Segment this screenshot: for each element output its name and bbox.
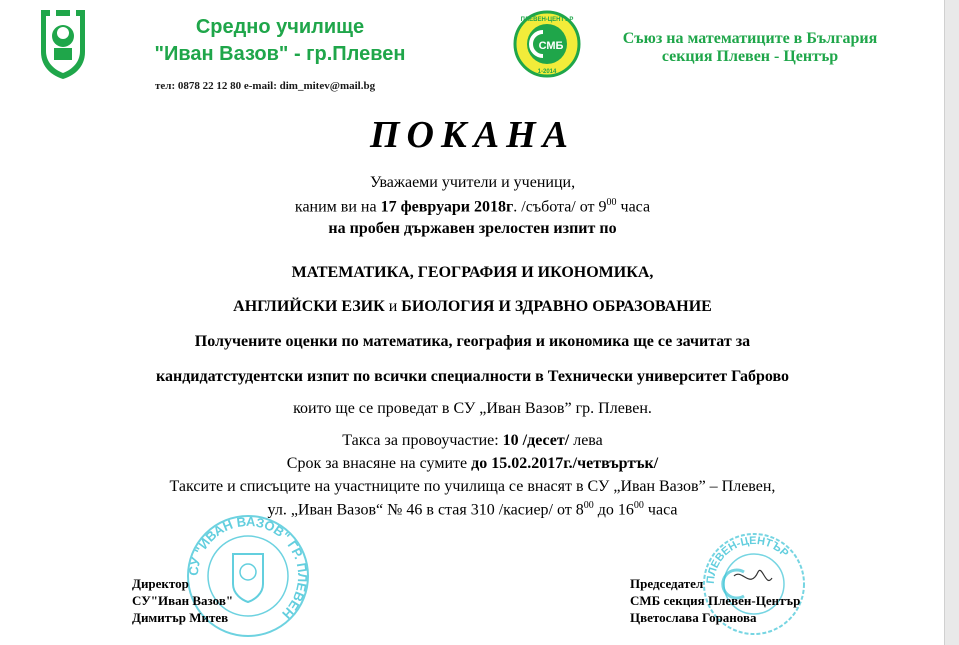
- address-b: до 16: [593, 501, 634, 519]
- fee-line: [0, 432, 945, 450]
- school-name-line1: Средно училище: [195, 16, 365, 38]
- address-a: ул. „Иван Вазов“ № 46 в стая 310 /касиер/ от 8: [267, 501, 584, 519]
- smb-logo-text: СМБ: [538, 40, 564, 52]
- document-title: ПОКАНА: [369, 114, 576, 156]
- address-c: часа: [643, 501, 678, 519]
- signature-left: [132, 575, 233, 626]
- smb-logo-icon: [513, 10, 581, 78]
- union-name-line1: Съюз на математиците в България: [622, 30, 878, 47]
- invite-text-a: каним ви на: [294, 198, 381, 216]
- fee-b: 10 /десет/: [502, 432, 570, 449]
- smb-logo-year: 1-2014: [537, 69, 557, 75]
- school-logo-icon: [38, 8, 88, 80]
- union-name-line2: секция Плевен - Център: [661, 48, 839, 65]
- venue-line: които ще се проведат в СУ „Иван Вазов” гр. Плевен.: [293, 400, 652, 417]
- signature-right-name: Цветослава Горанова: [630, 610, 757, 625]
- address-sup-2: 00: [633, 500, 644, 511]
- signature-left-role: Директор: [132, 576, 189, 591]
- school-stamp-text: СУ "ИВАН ВАЗОВ" ГР. ПЛЕВЕН: [185, 513, 311, 622]
- exam-line: на пробен държавен зрелостен изпит по: [328, 220, 617, 237]
- smb-stamp-text: ПЛЕВЕН-ЦЕНТЪР: [704, 534, 791, 585]
- invite-text-c: часа: [616, 198, 651, 216]
- subjects-line-1: МАТЕМАТИКА, ГЕОГРАФИЯ И ИКОНОМИКА,: [291, 264, 654, 281]
- window-edge: [944, 0, 959, 645]
- signature-right-org: СМБ секция Плевен-Център: [630, 593, 801, 608]
- address-line: [0, 500, 945, 519]
- fee-c: лева: [569, 432, 603, 449]
- grades-line-1: Получените оценки по математика, география и икономика ще се зачитат за: [194, 333, 751, 350]
- subjects-2b: и: [388, 298, 398, 315]
- union-name: [590, 30, 910, 66]
- invite-time-sup: 00: [606, 197, 617, 208]
- invite-text-b: . /събота/ от 9: [513, 198, 607, 216]
- subjects-line-2: [0, 298, 945, 316]
- deadline-line: [0, 455, 945, 473]
- fee-a: Такса за провоучастие:: [342, 432, 503, 449]
- subjects-2a: АНГЛИЙСКИ ЕЗИК: [233, 298, 389, 315]
- deadline-b: до 15.02.2017г./четвъртък/: [471, 455, 659, 472]
- school-contact: тел: 0878 22 12 80 e-mail: dim_mitev@mail.bg: [155, 80, 376, 92]
- deadline-a: Срок за внасяне на сумите: [286, 455, 472, 472]
- invite-line: [0, 197, 945, 216]
- school-name-line2: "Иван Вазов" - гр.Плевен: [154, 43, 406, 65]
- invite-date: 17 февруари 2018г: [380, 198, 514, 216]
- greeting: Уважаеми учители и ученици,: [369, 174, 576, 191]
- signature-right: [630, 575, 800, 626]
- address-sup-1: 00: [583, 500, 594, 511]
- grades-line-2: кандидатстудентски изпит по всички специалности в Технически университет Габрово: [156, 368, 789, 385]
- signature-left-name: Димитър Митев: [132, 610, 229, 625]
- subjects-2c: БИОЛОГИЯ И ЗДРАВНО ОБРАЗОВАНИЕ: [397, 298, 712, 315]
- smb-logo-ring: ПЛЕВЕН-ЦЕНТЪР: [520, 17, 574, 23]
- fees-note-line: Таксите и списъците на участниците по училища се внасят в СУ „Иван Вазов” – Плевен,: [169, 478, 776, 495]
- school-name: [110, 14, 450, 68]
- signature-right-role: Председател: [630, 576, 704, 591]
- signature-left-org: СУ"Иван Вазов": [132, 593, 234, 608]
